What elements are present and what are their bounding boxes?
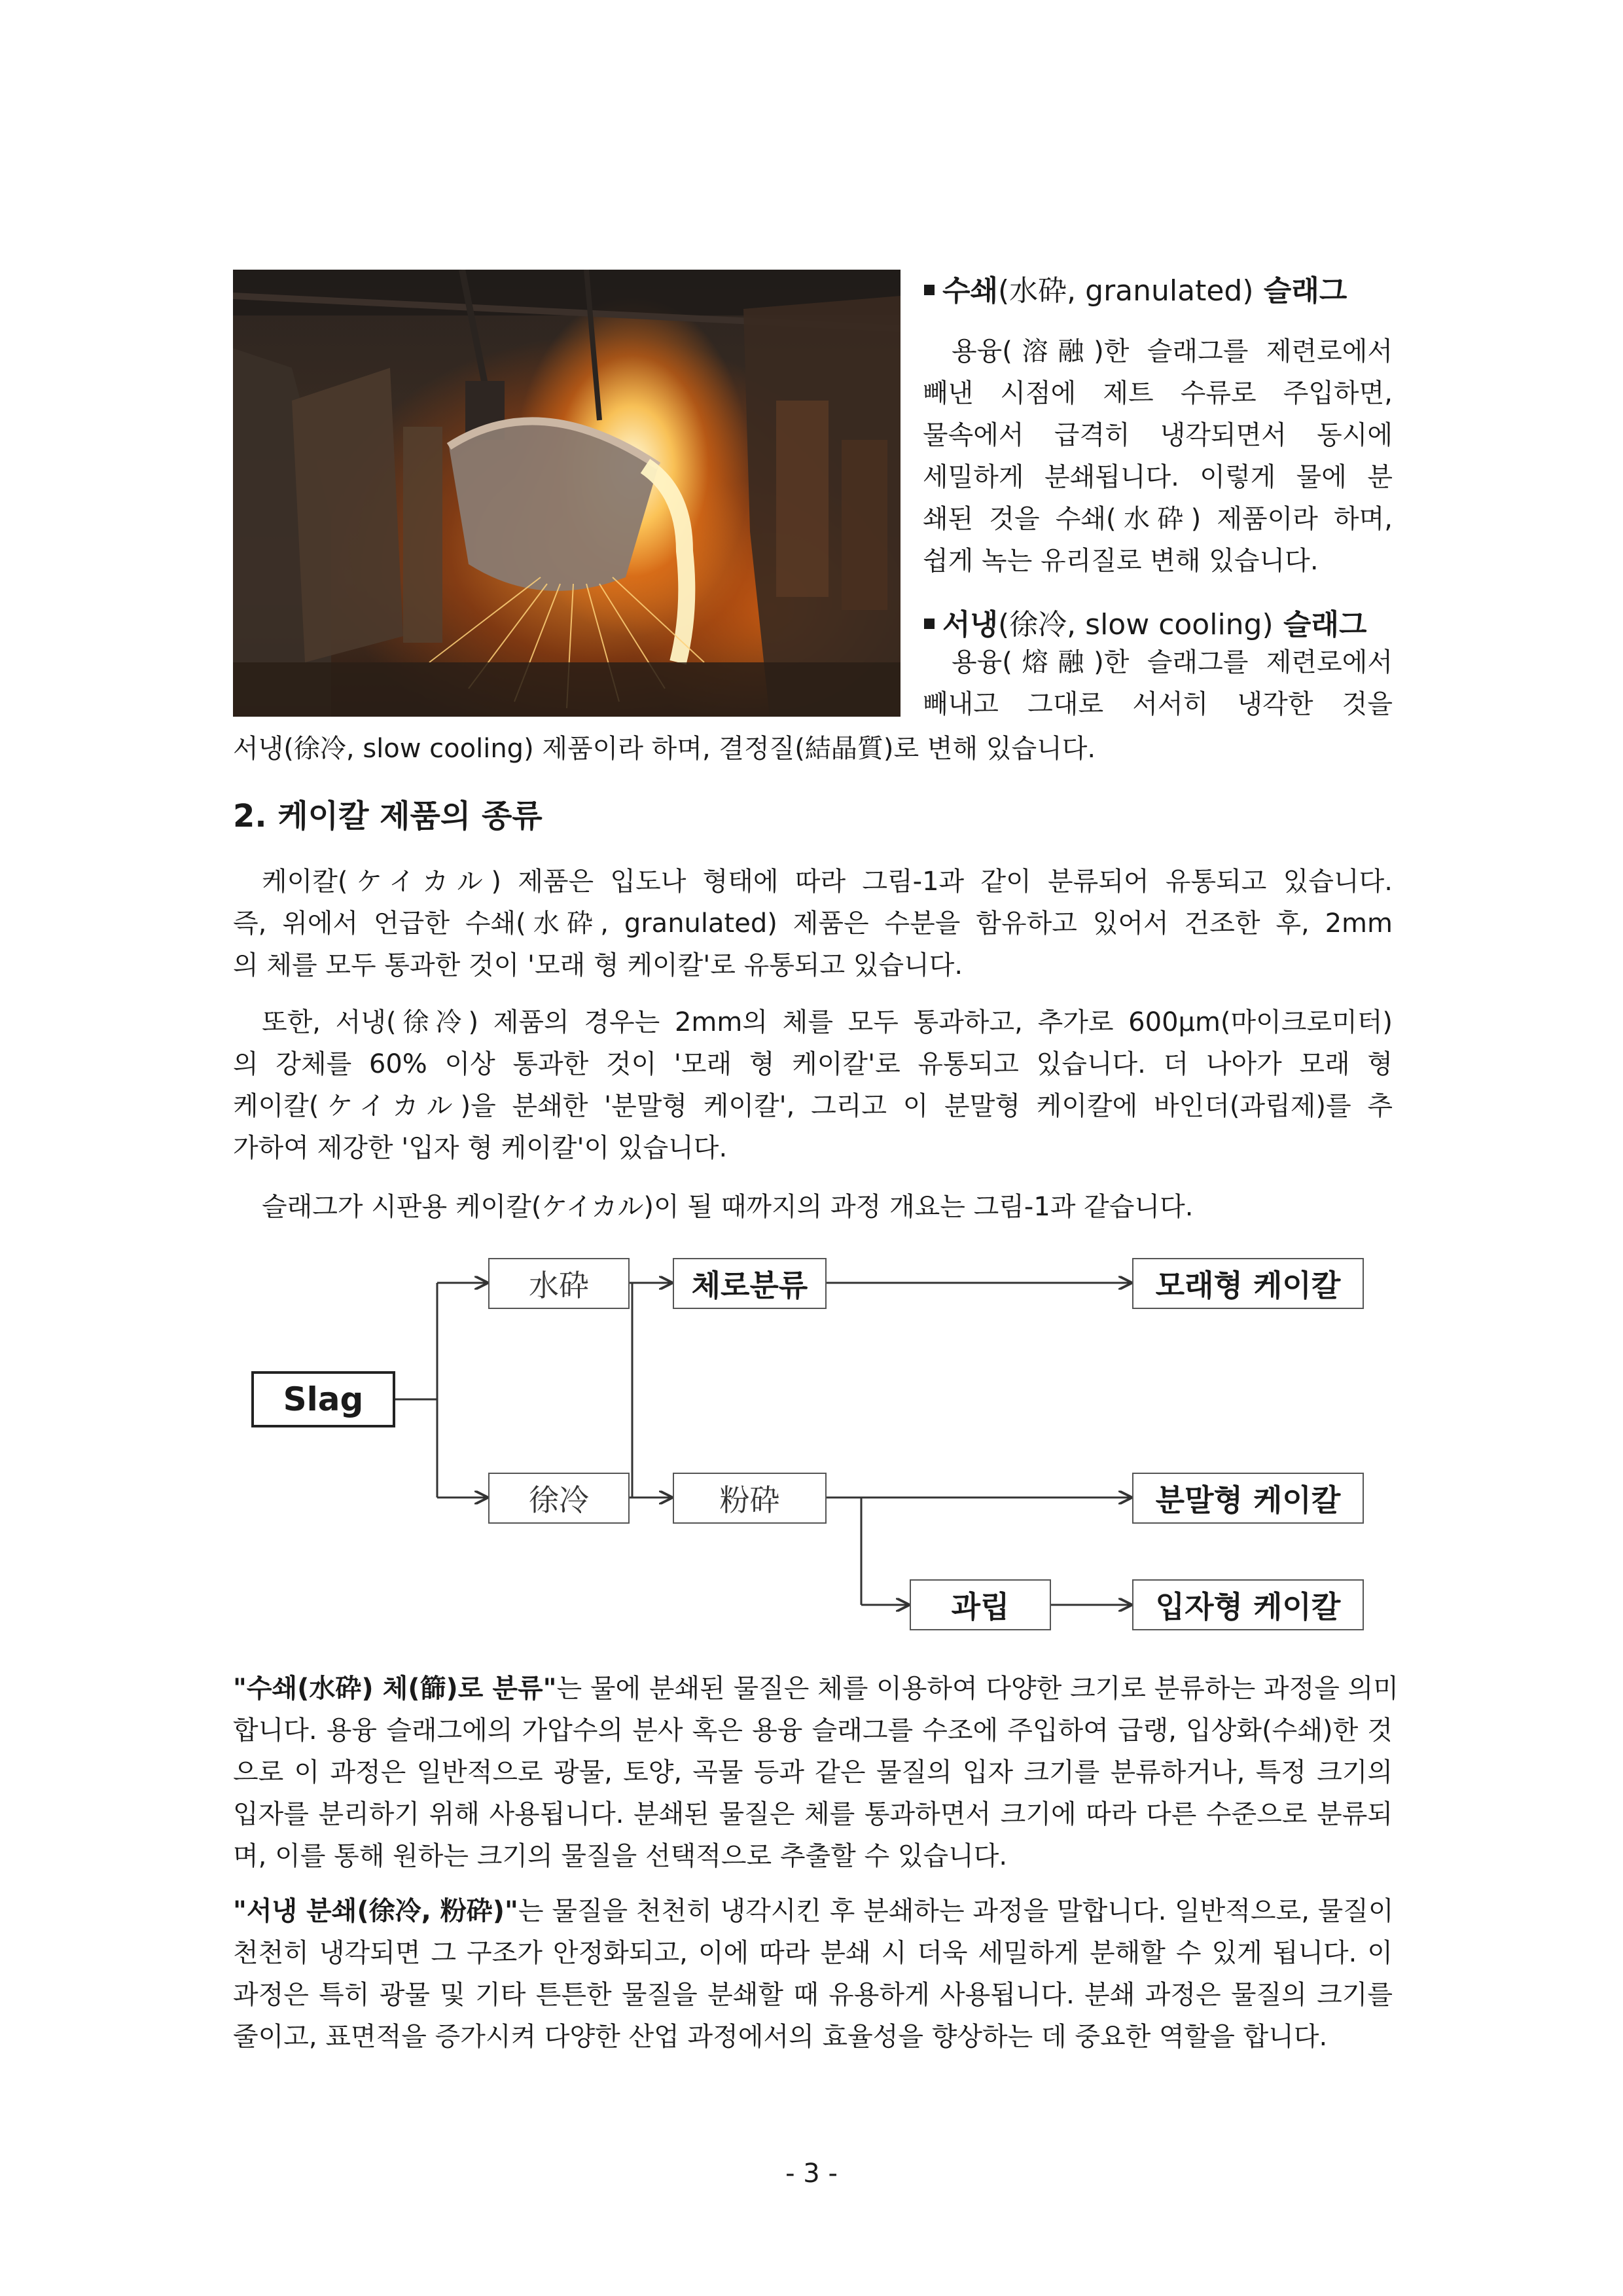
slow-cooling-box: 徐冷 [488,1473,630,1524]
process-flow-diagram [233,1250,1393,1656]
text-line: 쇄된 것을 수쇄(水砕) 제품이라 하며, [923,504,1393,534]
explanation-slow-cooling-crush [233,1890,1393,2058]
section2-paragraph-3 [233,1186,1393,1228]
granulation-box: 과립 [910,1579,1051,1630]
text-line: 는 물에 분쇄된 물질은 체를 이용하여 다양한 크기로 분류하는 과정을 의미 [556,1674,1399,1704]
heading-annotation: (水砕, granulated) [998,274,1254,308]
text-line: 의 강체를 60% 이상 통과한 것이 '모래 형 케이칼'로 유통되고 있습니다. 더 나아가 모래 형 [233,1049,1393,1079]
text-line: 또한, 서냉(徐冷) 제품의 경우는 2mm의 체를 모두 통과하고, 추가로 600µm(마이크로미터) [262,1007,1393,1037]
slow-cooling-paragraph [923,641,1393,725]
heading-slag: 슬래그 [1263,274,1347,308]
text-line: 빼낸 시점에 제트 수류로 주입하면, [923,378,1393,408]
text-line: 으로 이 과정은 일반적으로 광물, 토양, 곡물 등과 같은 물질의 입자 크기를 분류하거나, 특정 크기의 [233,1757,1393,1787]
section2-paragraph-2 [233,1001,1393,1169]
text-line: 용융(溶融)한 슬래그를 제련로에서 [952,336,1393,367]
granulated-paragraph [923,331,1393,582]
crushing-box: 粉砕 [673,1473,827,1524]
heading-slag: 슬래그 [1283,608,1367,641]
text-line: 는 물질을 천천히 냉각시킨 후 분쇄하는 과정을 말합니다. 일반적으로, 물질이 [518,1896,1394,1926]
heading-annotation: (徐冷, slow cooling) [998,608,1274,641]
granulated-heading [924,267,1347,309]
slag-box: Slag [251,1371,395,1427]
text-line: 즉, 위에서 언급한 수쇄(水砕, granulated) 제품은 수분을 함유하고 있어서 건조한 후, 2mm [233,908,1393,939]
text-line: 물속에서 급격히 냉각되면서 동시에 [923,420,1393,450]
section2-paragraph-1 [233,861,1393,986]
text-line: 줄이고, 표면적을 증가시켜 다양한 산업 과정에서의 효율성을 향상하는 데 중요한 역할을 합니다. [233,2022,1328,2052]
granulated-box: 水砕 [488,1258,630,1309]
page-number: - 3 - [785,2159,838,2189]
text-line: 며, 이를 통해 원하는 크기의 물질을 선택적으로 추출할 수 있습니다. [233,1841,1008,1871]
term-label: "서냉 분쇄(徐冷, 粉砕)" [233,1896,518,1926]
powder-kcal-box: 분말형 케이칼 [1132,1473,1364,1524]
text-line: 의 체를 모두 통과한 것이 '모래 형 케이칼'로 유통되고 있습니다. [233,950,963,980]
text-line: 과정은 특히 광물 및 기타 튼튼한 물질을 분쇄할 때 유용하게 사용됩니다. 분쇄 과정은 물질의 크기를 [233,1980,1393,2010]
heading-term: 서냉 [942,608,999,641]
sand-kcal-box: 모래형 케이칼 [1132,1258,1364,1309]
sieve-classify-box: 체로분류 [673,1258,827,1309]
text-line: 쉽게 녹는 유리질로 변해 있습니다. [923,546,1319,576]
text-line: 케이칼(ケイカル)을 분쇄한 '분말형 케이칼', 그리고 이 분말형 케이칼에 바인더(과립제)를 추 [233,1091,1393,1121]
text-line: 케이칼(ケイカル) 제품은 입도나 형태에 따라 그림-1과 같이 분류되어 유통되고 있습니다. [262,867,1393,897]
text-line: 용융(熔融)한 슬래그를 제련로에서 [952,647,1393,677]
text-line: 세밀하게 분쇄됩니다. 이렇게 물에 분 [923,462,1393,492]
text-line: 천천히 냉각되면 그 구조가 안정화되고, 이에 따라 분쇄 시 더욱 세밀하게 분해할 수 있게 됩니다. 이 [233,1938,1393,1968]
explanation-granulated-sieve [233,1668,1399,1877]
steel-furnace-pouring-photo [233,270,901,717]
square-bullet-icon [924,619,935,629]
section-title: 2. 케이칼 제품의 종류 [233,798,543,834]
square-bullet-icon [924,285,935,295]
heading-term: 수쇄 [942,274,999,308]
text-line: 합니다. 용융 슬래그에의 가압수의 분사 혹은 용융 슬래그를 수조에 주입하여 급랭, 입상화(수쇄)한 것 [233,1715,1393,1746]
particle-kcal-box: 입자형 케이칼 [1132,1579,1364,1630]
photo-illustration [233,270,901,717]
text-line: 슬래그가 시판용 케이칼(ケイカル)이 될 때까지의 과정 개요는 그림-1과 같습니다. [262,1192,1194,1222]
text-line: 서냉(徐冷, slow cooling) 제품이라 하며, 결정질(結晶質)로 변해 있습니다. [233,734,1096,764]
text-line: 입자를 분리하기 위해 사용됩니다. 분쇄된 물질은 체를 통과하면서 크기에 따라 다른 수준으로 분류되 [233,1799,1393,1829]
text-line: 가하여 제강한 '입자 형 케이칼'이 있습니다. [233,1133,728,1163]
slow-cooling-heading [924,601,1367,643]
text-line: 빼내고 그대로 서서히 냉각한 것을 [923,689,1393,719]
term-label: "수쇄(水砕) 체(篩)로 분류" [233,1674,557,1704]
